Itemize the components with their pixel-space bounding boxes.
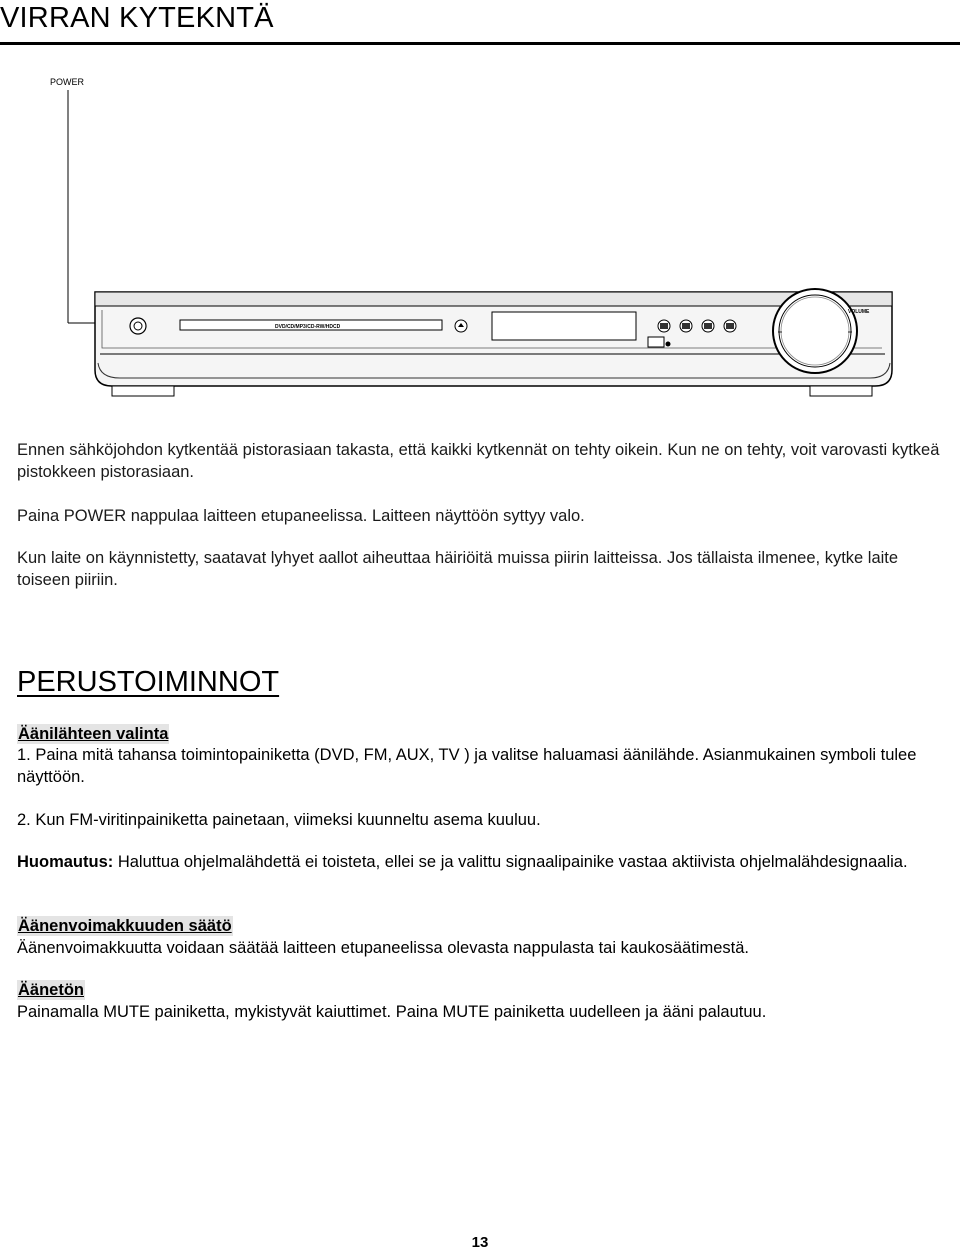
intro-paragraph-2: Paina POWER nappulaa laitteen etupaneelissa. Laitteen näyttöön syttyy valo. bbox=[17, 507, 585, 525]
intro-paragraph-3: Kun laite on käynnistetty, saatavat lyhyet aallot aiheuttaa häiriöitä muissa piirin laitteissa. Jos tällaista ilmenee, kytke laite toiseen piiriin. bbox=[17, 549, 899, 589]
disc-format-label: DVD/CD/MP3/CD-RW/HDCD bbox=[275, 324, 341, 330]
headphone-jack bbox=[666, 342, 671, 347]
power-button[interactable] bbox=[130, 318, 146, 334]
ir-sensor bbox=[648, 337, 664, 347]
device-foot-left bbox=[112, 386, 174, 396]
device-foot-right bbox=[810, 386, 872, 396]
source-heading: Äänilähteen valinta bbox=[18, 725, 169, 743]
note-label: Huomautus: bbox=[17, 853, 114, 871]
volume-heading: Äänenvoimakkuuden säätö bbox=[18, 917, 232, 935]
volume-text: Äänenvoimakkuutta voidaan säätää laitteen etupaneelissa olevasta nappulasta tai kaukosäätimestä. bbox=[17, 939, 749, 957]
mute-text: Painamalla MUTE painiketta, mykistyvät kaiuttimet. Paina MUTE painiketta uudelleen ja ääni palautuu. bbox=[17, 1003, 767, 1021]
intro-paragraph-1: Ennen sähköjohdon kytkentää pistorasiaan takasta, että kaikki kytkennät on tehty oikein. Kun ne on tehty, voit varovasti kytkeä pistokkeen pistorasiaan. bbox=[17, 441, 940, 481]
title-divider bbox=[0, 42, 960, 45]
front-panel-diagram bbox=[40, 70, 900, 410]
power-label: POWER bbox=[50, 77, 85, 87]
section-heading: PERUSTOIMINNOT bbox=[17, 666, 280, 698]
display-window bbox=[492, 312, 636, 340]
source-item-1: 1. Paina mitä tahansa toimintopainiketta (DVD, FM, AUX, TV ) ja valitse haluamasi äänilähde. Asianmukainen symboli tulee näyttöön. bbox=[17, 746, 917, 786]
source-note bbox=[17, 851, 947, 873]
mute-heading: Äänetön bbox=[18, 981, 84, 999]
source-item-2: 2. Kun FM-viritinpainiketta painetaan, viimeksi kuunneltu asema kuuluu. bbox=[17, 811, 541, 829]
note-text: Haluttua ohjelmalähdettä ei toisteta, ellei se ja valittu signaalipainike vastaa aktiivista ohjelmalähdesignaalia. bbox=[113, 853, 908, 871]
volume-label: VOLUME bbox=[848, 309, 870, 315]
page-title: VIRRAN KYTEKNTÄ bbox=[0, 2, 274, 34]
page-number: 13 bbox=[471, 1234, 489, 1251]
volume-knob[interactable] bbox=[773, 289, 857, 373]
